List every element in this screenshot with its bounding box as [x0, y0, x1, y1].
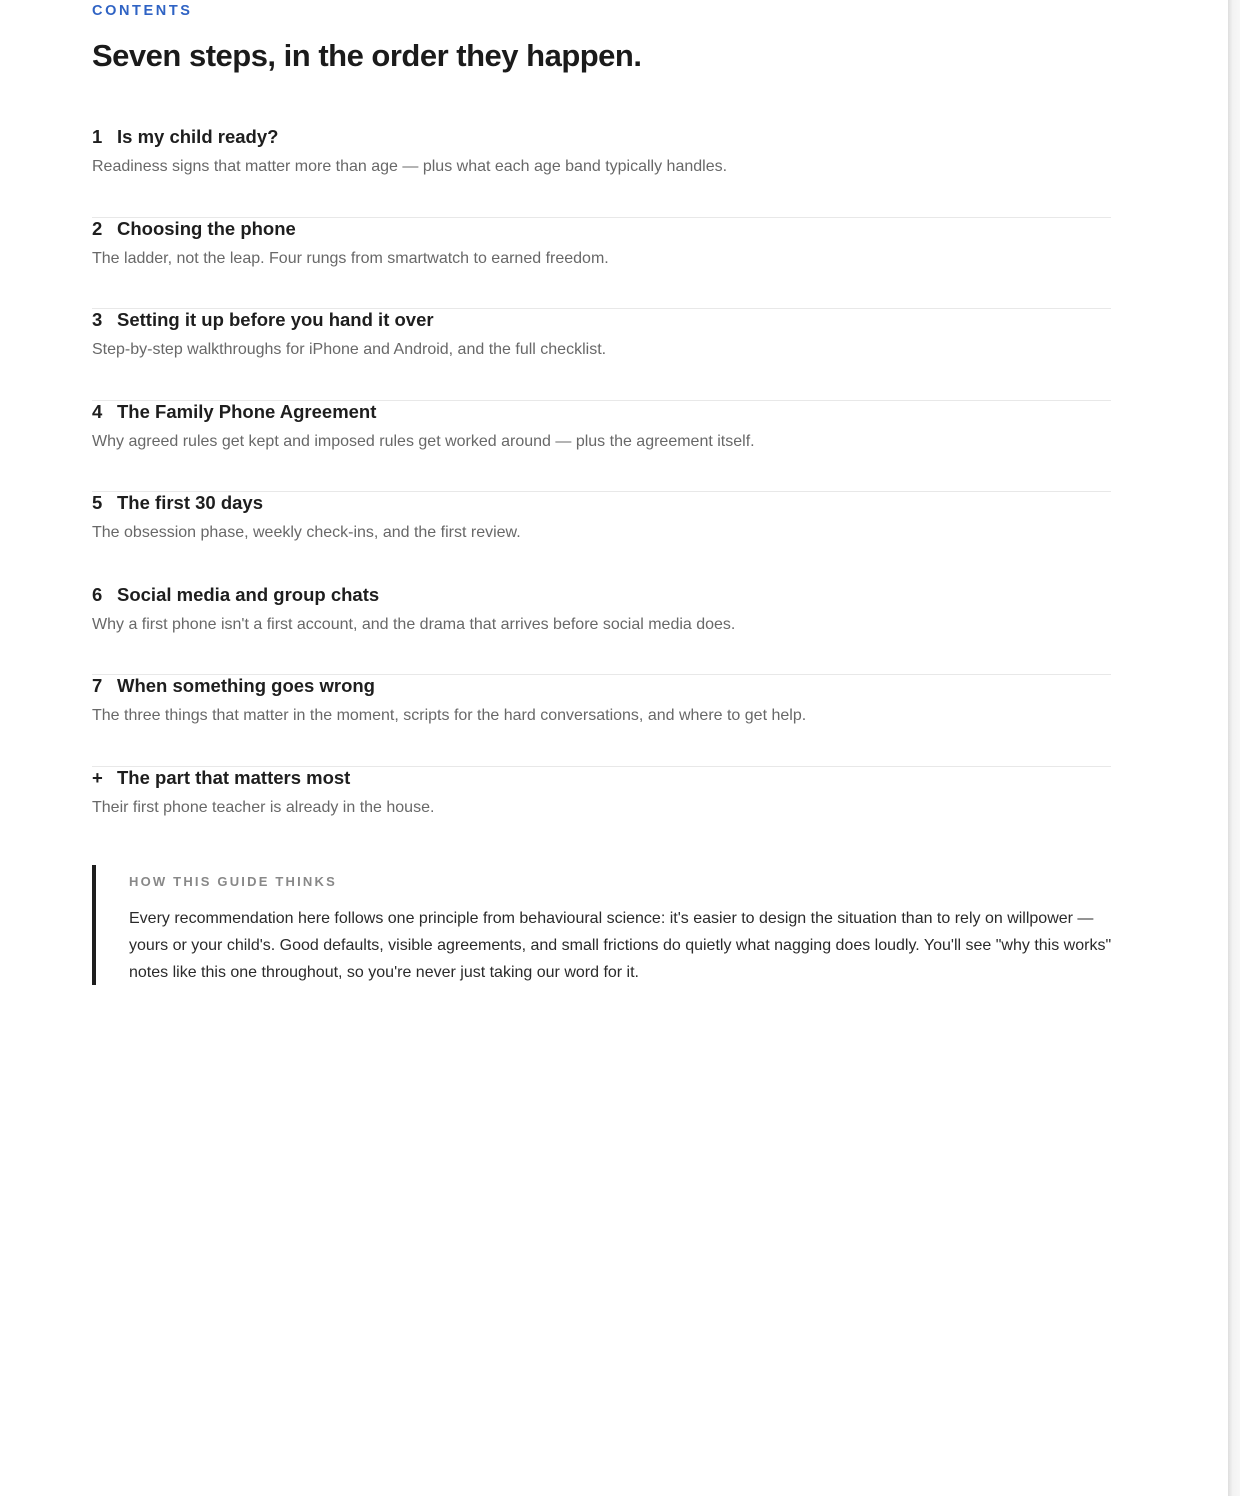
toc-heading [92, 401, 376, 423]
toc-item-7[interactable] [92, 675, 1111, 767]
toc-item-4[interactable] [92, 401, 1111, 493]
callout-label: HOW THIS GUIDE THINKS [129, 874, 337, 889]
toc-description: The ladder, not the leap. Four rungs from smartwatch to earned freedom. [92, 249, 609, 267]
toc-title: Choosing the phone [117, 217, 296, 239]
toc-item-6[interactable] [92, 584, 1111, 676]
toc-number: 3 [92, 309, 103, 330]
toc-title: Is my child ready? [117, 126, 279, 147]
toc-item-bonus[interactable] [92, 767, 1111, 859]
toc-number: 6 [92, 583, 103, 605]
toc-heading [92, 309, 434, 331]
page-title: Seven steps, in the order they happen. [92, 38, 642, 73]
toc-title: The part that matters most [117, 766, 351, 788]
callout-body: Every recommendation here follows one principle from behavioural science: it's easier to design the situation than to rely on willpower — yours or your child's. Good defaults, visible agreements, and small frictions do quietly what nagging does loudly. You'll see "why this works" notes like this one throughout, so you're never just taking our word for it. [129, 910, 1112, 981]
toc-item-1[interactable] [92, 126, 1111, 218]
toc-heading [92, 126, 278, 148]
toc-title: Setting it up before you hand it over [117, 309, 434, 330]
toc-number: + [92, 766, 103, 788]
toc-description: The obsession phase, weekly check-ins, and the first review. [92, 524, 521, 541]
toc-heading [92, 675, 375, 697]
toc-number: 7 [92, 675, 103, 696]
toc-description: The three things that matter in the moment, scripts for the hard conversations, and where to get help. [92, 707, 807, 724]
toc-title: When something goes wrong [117, 675, 375, 696]
page-edge-shadow [1228, 0, 1240, 1496]
toc-number: 2 [92, 217, 103, 239]
toc-item-5[interactable] [92, 492, 1111, 584]
toc-description: Why agreed rules get kept and imposed rules get worked around — plus the agreement itself. [92, 432, 755, 450]
contents-section [92, 0, 1112, 981]
toc-title: The Family Phone Agreement [117, 400, 377, 422]
table-of-contents [92, 126, 1111, 858]
toc-item-3[interactable] [92, 309, 1111, 401]
guide-principle-callout [92, 865, 1111, 985]
toc-title: Social media and group chats [117, 583, 380, 605]
toc-heading [92, 218, 296, 240]
toc-description: Their first phone teacher is already in the house. [92, 798, 435, 816]
toc-description: Step-by-step walkthroughs for iPhone and Android, and the full checklist. [92, 341, 607, 358]
section-eyebrow: CONTENTS [92, 3, 193, 19]
toc-item-2[interactable] [92, 218, 1111, 310]
toc-number: 1 [92, 126, 103, 147]
toc-title: The first 30 days [117, 492, 264, 513]
toc-number: 5 [92, 492, 103, 513]
toc-heading [92, 767, 350, 789]
toc-heading [92, 584, 379, 606]
toc-description: Readiness signs that matter more than age — plus what each age band typically handles. [92, 158, 728, 175]
toc-number: 4 [92, 400, 103, 422]
toc-heading [92, 492, 263, 514]
toc-description: Why a first phone isn't a first account, and the drama that arrives before social media does. [92, 615, 736, 633]
